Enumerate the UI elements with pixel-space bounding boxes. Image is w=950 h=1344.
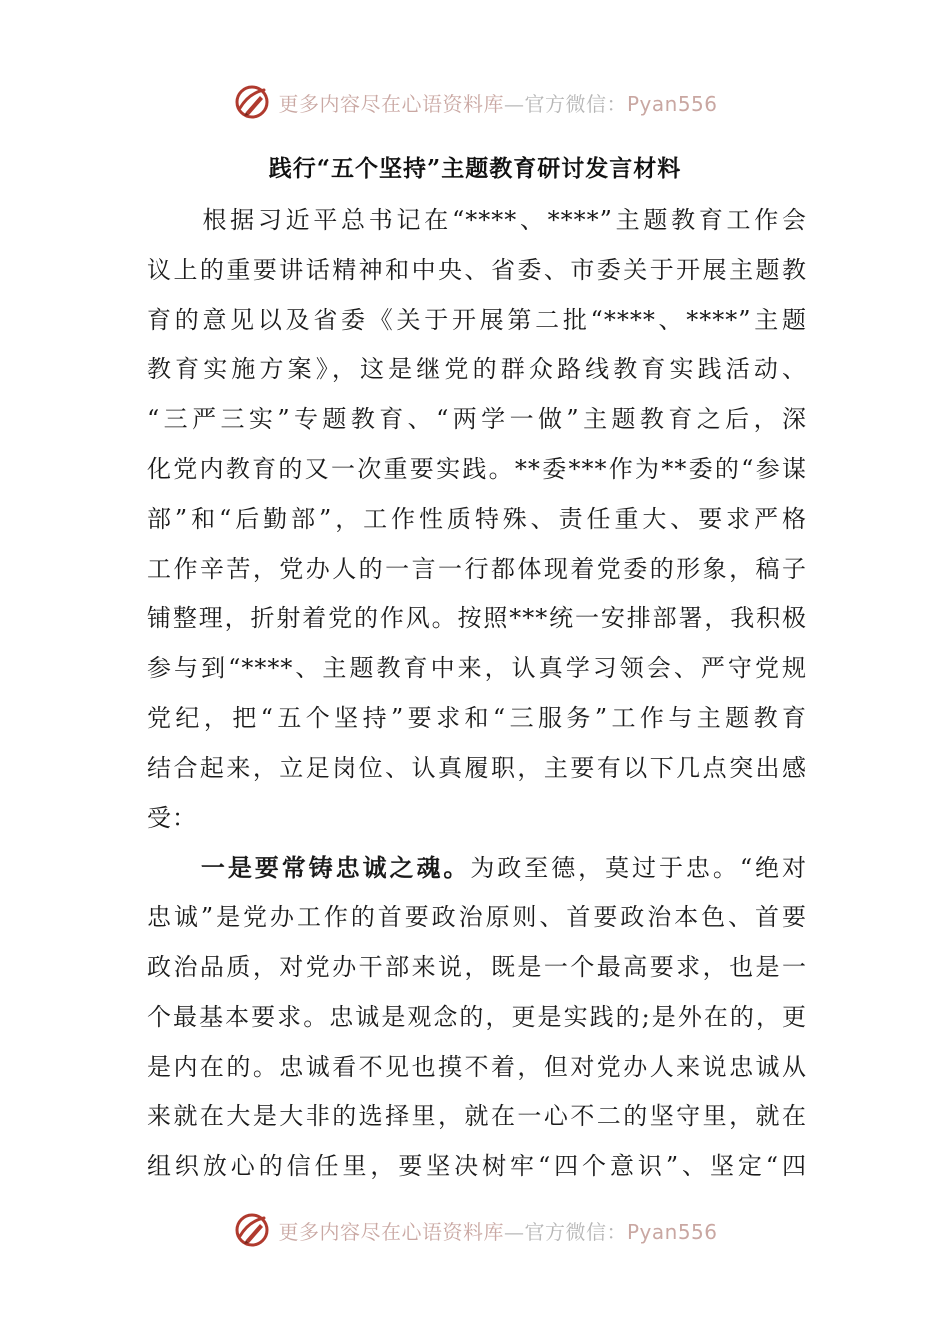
watermark-banner-top (0, 80, 950, 124)
wechat-id: Pyan556 (626, 1219, 718, 1244)
pen-logo-icon (232, 1210, 272, 1250)
body-line: 结合起来，立足岗位、认真履职，主要有以下几点突出感 (147, 753, 807, 782)
document-title: 践行“五个坚持”主题教育研讨发言材料 (268, 155, 682, 182)
body-line: 党纪，把“五个坚持”要求和“三服务”工作与主题教育 (147, 703, 807, 732)
body-line: “三严三实”专题教育、“两学一做”主题教育之后，深 (147, 405, 807, 434)
pen-logo-icon (232, 82, 272, 122)
body-line: 政治品质，对党办干部来说，既是一个最高要求，也是一 (147, 952, 807, 981)
body-line: 铺整理，折射着党的作风。按照***统一安排部署，我积极 (147, 604, 807, 633)
watermark-banner-bottom (0, 1208, 950, 1252)
body-line: 根据习近平总书记在“****、****”主题教育工作会 (147, 206, 807, 234)
body-line: 来就在大是大非的选择里，就在一心不二的坚守里，就在 (147, 1102, 807, 1131)
body-line: 育的意见以及省委《关于开展第二批“****、****”主题 (147, 305, 807, 334)
body-line: 是内在的。忠诚看不见也摸不着，但对党办人来说忠诚从 (147, 1052, 807, 1081)
body-line: 受： (147, 803, 197, 832)
watermark-text: 更多内容尽在心语资料库—官方微信：Pyan556 (278, 1219, 718, 1244)
body-line: 部”和“后勤部”，工作性质特殊、责任重大、要求严格 (147, 504, 807, 533)
watermark-text: 更多内容尽在心语资料库—官方微信：Pyan556 (278, 91, 718, 116)
section-heading: 一是要常铸忠诚之魂。 (147, 853, 471, 883)
body-line: 参与到“****、主题教育中来，认真学习领会、严守党规 (147, 654, 807, 683)
body-line: 教育实施方案》，这是继党的群众路线教育实践活动、 (147, 355, 807, 384)
wechat-id: Pyan556 (626, 91, 718, 116)
body-line: 工作辛苦，党办人的一言一行都体现着党委的形象，稿子 (147, 554, 807, 583)
body-line: 个最基本要求。忠诚是观念的，更是实践的;是外在的，更 (147, 1002, 807, 1031)
body-line: 化党内教育的又一次重要实践。**委***作为**委的“参谋 (147, 454, 807, 483)
body-line: 议上的重要讲话精神和中央、省委、市委关于开展主题教 (147, 255, 807, 284)
section-first-line: 一是要常铸忠诚之魂。为政至德，莫过于忠。“绝对 (147, 853, 807, 883)
body-line: 忠诚”是党办工作的首要政治原则、首要政治本色、首要 (147, 903, 807, 932)
body-line: 组织放心的信任里，要坚决树牢“四个意识”、坚定“四 (147, 1152, 807, 1181)
document-body (147, 196, 807, 1192)
